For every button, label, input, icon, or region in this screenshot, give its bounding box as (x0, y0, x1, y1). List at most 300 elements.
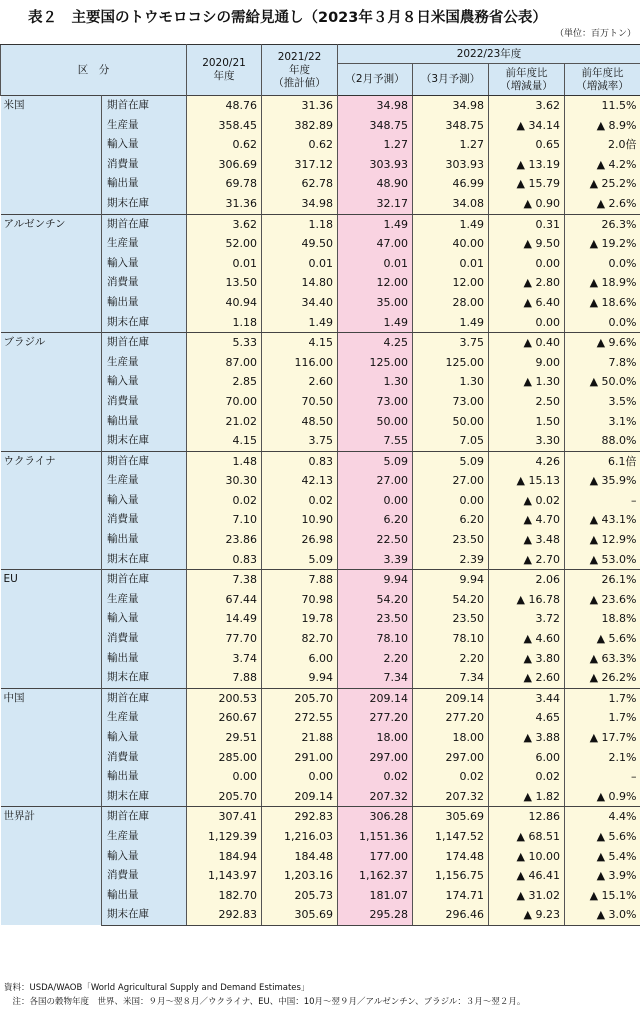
value-mar-forecast: 46.99 (413, 174, 489, 194)
value-mar-forecast: 27.00 (413, 471, 489, 491)
value-2020-21: 69.78 (187, 174, 262, 194)
value-feb-forecast: 177.00 (338, 847, 413, 867)
value-feb-forecast: 297.00 (338, 748, 413, 768)
item-label: 期首在庫 (102, 96, 187, 116)
value-mar-forecast: 297.00 (413, 748, 489, 768)
value-2021-22: 305.69 (262, 905, 338, 925)
item-label: 期首在庫 (102, 688, 187, 708)
value-feb-forecast: 295.28 (338, 905, 413, 925)
value-yoy-change: ▲ 68.51 (489, 827, 565, 847)
country-group (1, 451, 640, 570)
item-label: 輸出量 (102, 767, 187, 787)
value-yoy-rate: 11.5% (565, 96, 640, 116)
value-mar-forecast: 3.75 (413, 333, 489, 353)
value-mar-forecast: 303.93 (413, 155, 489, 175)
value-2021-22: 0.02 (262, 491, 338, 511)
item-label: 輸入量 (102, 254, 187, 274)
item-label: 期末在庫 (102, 787, 187, 807)
item-label: 消費量 (102, 155, 187, 175)
value-yoy-change: 1.50 (489, 412, 565, 432)
value-2020-21: 285.00 (187, 748, 262, 768)
value-2020-21: 31.36 (187, 194, 262, 214)
value-yoy-change: ▲ 13.19 (489, 155, 565, 175)
value-2021-22: 4.15 (262, 333, 338, 353)
value-yoy-rate: 3.5% (565, 392, 640, 412)
value-yoy-rate: ▲ 9.6% (565, 333, 640, 353)
value-2021-22: 317.12 (262, 155, 338, 175)
value-feb-forecast: 18.00 (338, 728, 413, 748)
header-2021-22: 2021/22 年度 （推計値） (262, 45, 338, 96)
item-label: 消費量 (102, 510, 187, 530)
value-2021-22: 21.88 (262, 728, 338, 748)
value-mar-forecast: 296.46 (413, 905, 489, 925)
value-mar-forecast: 1,147.52 (413, 827, 489, 847)
item-label: 生産量 (102, 708, 187, 728)
item-label: 生産量 (102, 234, 187, 254)
value-yoy-change: ▲ 6.40 (489, 293, 565, 313)
value-2021-22: 34.40 (262, 293, 338, 313)
value-feb-forecast: 34.98 (338, 96, 413, 116)
value-yoy-rate: 6.1倍 (565, 451, 640, 471)
item-label: 輸出量 (102, 530, 187, 550)
value-yoy-rate: 26.3% (565, 214, 640, 234)
table-row (1, 96, 640, 116)
value-yoy-rate: ▲ 12.9% (565, 530, 640, 550)
value-feb-forecast: 7.55 (338, 431, 413, 451)
header-region: 区 分 (1, 45, 187, 96)
item-label: 生産量 (102, 353, 187, 373)
value-2021-22: 70.98 (262, 590, 338, 610)
value-mar-forecast: 12.00 (413, 273, 489, 293)
country-label: アルゼンチン (1, 214, 102, 333)
value-feb-forecast: 22.50 (338, 530, 413, 550)
value-mar-forecast: 1.49 (413, 214, 489, 234)
value-yoy-rate: ▲ 8.9% (565, 116, 640, 136)
country-label: ウクライナ (1, 451, 102, 570)
item-label: 生産量 (102, 471, 187, 491)
value-2020-21: 205.70 (187, 787, 262, 807)
value-yoy-rate: ▲ 5.6% (565, 629, 640, 649)
value-mar-forecast: 23.50 (413, 609, 489, 629)
item-label: 生産量 (102, 116, 187, 136)
value-yoy-rate: 7.8% (565, 353, 640, 373)
country-label: ブラジル (1, 333, 102, 452)
item-label: 期末在庫 (102, 668, 187, 688)
country-label: 世界計 (1, 807, 102, 926)
header-mar-forecast: （3月予測） (413, 64, 489, 96)
value-yoy-rate: 1.7% (565, 688, 640, 708)
value-feb-forecast: 306.28 (338, 807, 413, 827)
value-mar-forecast: 2.39 (413, 550, 489, 570)
value-mar-forecast: 1.49 (413, 313, 489, 333)
value-feb-forecast: 1.30 (338, 372, 413, 392)
value-mar-forecast: 207.32 (413, 787, 489, 807)
value-yoy-rate: ▲ 5.4% (565, 847, 640, 867)
value-2020-21: 1,129.39 (187, 827, 262, 847)
value-2021-22: 116.00 (262, 353, 338, 373)
value-2020-21: 13.50 (187, 273, 262, 293)
value-2020-21: 0.02 (187, 491, 262, 511)
value-mar-forecast: 28.00 (413, 293, 489, 313)
value-2021-22: 10.90 (262, 510, 338, 530)
value-2021-22: 14.80 (262, 273, 338, 293)
value-2020-21: 77.70 (187, 629, 262, 649)
header-2020-21: 2020/21 年度 (187, 45, 262, 96)
value-feb-forecast: 32.17 (338, 194, 413, 214)
value-yoy-change: ▲ 4.60 (489, 629, 565, 649)
value-yoy-rate: ▲ 17.7% (565, 728, 640, 748)
country-group (1, 570, 640, 689)
value-mar-forecast: 18.00 (413, 728, 489, 748)
value-yoy-change: ▲ 3.88 (489, 728, 565, 748)
value-yoy-rate: 0.0% (565, 254, 640, 274)
header-yoy-rate: 前年度比 （増減率） (565, 64, 640, 96)
footer-note: 注：各国の穀物年度 世界、米国：９月～翌８月／ウクライナ、EU、中国：10月～翌９月／アルゼンチン、ブラジル：３月～翌２月。 (4, 997, 526, 1007)
value-feb-forecast: 35.00 (338, 293, 413, 313)
value-feb-forecast: 1.49 (338, 313, 413, 333)
value-mar-forecast: 73.00 (413, 392, 489, 412)
value-2020-21: 67.44 (187, 590, 262, 610)
value-mar-forecast: 5.09 (413, 451, 489, 471)
value-2021-22: 1,216.03 (262, 827, 338, 847)
value-yoy-rate: 2.0倍 (565, 135, 640, 155)
value-yoy-change: ▲ 0.90 (489, 194, 565, 214)
value-mar-forecast: 40.00 (413, 234, 489, 254)
value-2021-22: 31.36 (262, 96, 338, 116)
value-2020-21: 3.62 (187, 214, 262, 234)
value-mar-forecast: 7.05 (413, 431, 489, 451)
value-2021-22: 272.55 (262, 708, 338, 728)
value-yoy-rate: ▲ 18.9% (565, 273, 640, 293)
value-2021-22: 209.14 (262, 787, 338, 807)
value-2021-22: 82.70 (262, 629, 338, 649)
item-label: 消費量 (102, 748, 187, 768)
item-label: 期首在庫 (102, 807, 187, 827)
item-label: 輸入量 (102, 847, 187, 867)
value-2020-21: 40.94 (187, 293, 262, 313)
value-feb-forecast: 2.20 (338, 649, 413, 669)
value-mar-forecast: 277.20 (413, 708, 489, 728)
value-2020-21: 307.41 (187, 807, 262, 827)
value-yoy-change: ▲ 10.00 (489, 847, 565, 867)
value-2021-22: 0.62 (262, 135, 338, 155)
value-yoy-rate: ▲ 19.2% (565, 234, 640, 254)
value-feb-forecast: 3.39 (338, 550, 413, 570)
corn-supply-demand-table (0, 44, 640, 926)
value-2020-21: 7.10 (187, 510, 262, 530)
value-feb-forecast: 0.02 (338, 767, 413, 787)
value-2021-22: 184.48 (262, 847, 338, 867)
item-label: 消費量 (102, 392, 187, 412)
value-feb-forecast: 209.14 (338, 688, 413, 708)
value-yoy-rate: ▲ 4.2% (565, 155, 640, 175)
value-2021-22: 3.75 (262, 431, 338, 451)
footer-source: 資料：USDA/WAOB「World Agricultural Supply and Demand Estimates」 (4, 983, 310, 993)
value-mar-forecast: 78.10 (413, 629, 489, 649)
country-group (1, 807, 640, 926)
value-2021-22: 0.00 (262, 767, 338, 787)
item-label: 輸出量 (102, 886, 187, 906)
value-feb-forecast: 303.93 (338, 155, 413, 175)
header-2022-23: 2022/23年度 (338, 45, 640, 64)
value-feb-forecast: 48.90 (338, 174, 413, 194)
value-2020-21: 184.94 (187, 847, 262, 867)
value-yoy-rate: ▲ 50.0% (565, 372, 640, 392)
value-yoy-rate: ▲ 63.3% (565, 649, 640, 669)
value-mar-forecast: 50.00 (413, 412, 489, 432)
table-row (1, 570, 640, 590)
value-yoy-change: 3.30 (489, 431, 565, 451)
value-yoy-rate: ▲ 43.1% (565, 510, 640, 530)
value-2020-21: 7.88 (187, 668, 262, 688)
item-label: 輸入量 (102, 372, 187, 392)
value-mar-forecast: 34.98 (413, 96, 489, 116)
value-2021-22: 48.50 (262, 412, 338, 432)
value-feb-forecast: 5.09 (338, 451, 413, 471)
value-2020-21: 306.69 (187, 155, 262, 175)
value-yoy-rate: ▲ 35.9% (565, 471, 640, 491)
value-yoy-change: 3.72 (489, 609, 565, 629)
value-feb-forecast: 1,162.37 (338, 866, 413, 886)
value-feb-forecast: 78.10 (338, 629, 413, 649)
value-feb-forecast: 73.00 (338, 392, 413, 412)
value-2020-21: 292.83 (187, 905, 262, 925)
value-feb-forecast: 0.00 (338, 491, 413, 511)
value-yoy-change: ▲ 2.60 (489, 668, 565, 688)
value-yoy-rate: ▲ 23.6% (565, 590, 640, 610)
value-yoy-change: ▲ 4.70 (489, 510, 565, 530)
value-yoy-rate: – (565, 767, 640, 787)
value-mar-forecast: 1.30 (413, 372, 489, 392)
item-label: 期末在庫 (102, 194, 187, 214)
value-yoy-change: ▲ 46.41 (489, 866, 565, 886)
value-yoy-change: ▲ 2.70 (489, 550, 565, 570)
value-2020-21: 358.45 (187, 116, 262, 136)
value-2021-22: 382.89 (262, 116, 338, 136)
value-feb-forecast: 6.20 (338, 510, 413, 530)
unit-label: （単位：百万トン） (554, 29, 636, 39)
item-label: 期末在庫 (102, 550, 187, 570)
item-label: 輸入量 (102, 728, 187, 748)
value-yoy-change: 0.31 (489, 214, 565, 234)
item-label: 期首在庫 (102, 214, 187, 234)
value-yoy-rate: 0.0% (565, 313, 640, 333)
value-feb-forecast: 4.25 (338, 333, 413, 353)
value-feb-forecast: 7.34 (338, 668, 413, 688)
value-2021-22: 70.50 (262, 392, 338, 412)
value-feb-forecast: 27.00 (338, 471, 413, 491)
value-2021-22: 62.78 (262, 174, 338, 194)
value-2021-22: 205.70 (262, 688, 338, 708)
value-mar-forecast: 54.20 (413, 590, 489, 610)
table-row (1, 214, 640, 234)
value-yoy-rate: ▲ 15.1% (565, 886, 640, 906)
value-2021-22: 292.83 (262, 807, 338, 827)
value-mar-forecast: 0.01 (413, 254, 489, 274)
value-yoy-rate: ▲ 25.2% (565, 174, 640, 194)
value-yoy-rate: ▲ 3.0% (565, 905, 640, 925)
value-yoy-change: ▲ 31.02 (489, 886, 565, 906)
value-yoy-rate: ▲ 18.6% (565, 293, 640, 313)
value-yoy-rate: ▲ 2.6% (565, 194, 640, 214)
value-yoy-rate: ▲ 5.6% (565, 827, 640, 847)
item-label: 輸入量 (102, 609, 187, 629)
value-yoy-change: 0.00 (489, 313, 565, 333)
value-yoy-change: ▲ 0.02 (489, 491, 565, 511)
value-yoy-rate: ▲ 3.9% (565, 866, 640, 886)
value-yoy-change: 2.06 (489, 570, 565, 590)
value-2020-21: 23.86 (187, 530, 262, 550)
table-row (1, 451, 640, 471)
value-2021-22: 0.01 (262, 254, 338, 274)
value-yoy-change: ▲ 3.80 (489, 649, 565, 669)
value-feb-forecast: 1.49 (338, 214, 413, 234)
country-label: 中国 (1, 688, 102, 807)
value-yoy-change: ▲ 3.48 (489, 530, 565, 550)
value-mar-forecast: 348.75 (413, 116, 489, 136)
item-label: 期首在庫 (102, 570, 187, 590)
value-2021-22: 9.94 (262, 668, 338, 688)
table-row (1, 333, 640, 353)
value-yoy-change: 2.50 (489, 392, 565, 412)
value-yoy-change: 3.44 (489, 688, 565, 708)
value-2021-22: 1.49 (262, 313, 338, 333)
value-2020-21: 5.33 (187, 333, 262, 353)
item-label: 期末在庫 (102, 905, 187, 925)
country-label: EU (1, 570, 102, 689)
table-row (1, 807, 640, 827)
value-feb-forecast: 125.00 (338, 353, 413, 373)
table-title: 表２ 主要国のトウモロコシの需給見通し（2023年３月８日米国農務省公表） (28, 10, 547, 26)
value-yoy-rate: ▲ 53.0% (565, 550, 640, 570)
value-2020-21: 7.38 (187, 570, 262, 590)
value-feb-forecast: 348.75 (338, 116, 413, 136)
value-mar-forecast: 209.14 (413, 688, 489, 708)
value-yoy-rate: 4.4% (565, 807, 640, 827)
item-label: 輸入量 (102, 135, 187, 155)
value-2020-21: 0.00 (187, 767, 262, 787)
value-mar-forecast: 9.94 (413, 570, 489, 590)
value-2021-22: 1.18 (262, 214, 338, 234)
country-label: 米国 (1, 96, 102, 215)
value-yoy-rate: 26.1% (565, 570, 640, 590)
item-label: 期首在庫 (102, 451, 187, 471)
value-yoy-change: 0.02 (489, 767, 565, 787)
value-2020-21: 29.51 (187, 728, 262, 748)
value-2021-22: 1,203.16 (262, 866, 338, 886)
value-2020-21: 260.67 (187, 708, 262, 728)
value-2020-21: 4.15 (187, 431, 262, 451)
value-yoy-change: ▲ 15.79 (489, 174, 565, 194)
value-yoy-change: ▲ 34.14 (489, 116, 565, 136)
value-yoy-rate: ▲ 26.2% (565, 668, 640, 688)
value-yoy-change: 4.65 (489, 708, 565, 728)
value-mar-forecast: 125.00 (413, 353, 489, 373)
value-2020-21: 1.18 (187, 313, 262, 333)
item-label: 生産量 (102, 827, 187, 847)
value-yoy-change: 3.62 (489, 96, 565, 116)
value-feb-forecast: 12.00 (338, 273, 413, 293)
value-feb-forecast: 1.27 (338, 135, 413, 155)
value-2021-22: 7.88 (262, 570, 338, 590)
value-feb-forecast: 47.00 (338, 234, 413, 254)
value-2020-21: 1,143.97 (187, 866, 262, 886)
item-label: 消費量 (102, 629, 187, 649)
value-2021-22: 26.98 (262, 530, 338, 550)
value-mar-forecast: 0.02 (413, 767, 489, 787)
value-mar-forecast: 6.20 (413, 510, 489, 530)
value-feb-forecast: 0.01 (338, 254, 413, 274)
value-yoy-rate: 88.0% (565, 431, 640, 451)
value-2021-22: 5.09 (262, 550, 338, 570)
value-yoy-change: ▲ 15.13 (489, 471, 565, 491)
item-label: 輸出量 (102, 412, 187, 432)
item-label: 輸出量 (102, 293, 187, 313)
value-2020-21: 21.02 (187, 412, 262, 432)
value-2021-22: 19.78 (262, 609, 338, 629)
value-2020-21: 70.00 (187, 392, 262, 412)
value-yoy-rate: 2.1% (565, 748, 640, 768)
value-mar-forecast: 34.08 (413, 194, 489, 214)
value-2020-21: 52.00 (187, 234, 262, 254)
item-label: 期末在庫 (102, 313, 187, 333)
value-mar-forecast: 1.27 (413, 135, 489, 155)
value-yoy-change: ▲ 16.78 (489, 590, 565, 610)
item-label: 消費量 (102, 866, 187, 886)
value-2020-21: 2.85 (187, 372, 262, 392)
value-2021-22: 0.83 (262, 451, 338, 471)
item-label: 輸出量 (102, 649, 187, 669)
value-yoy-change: 0.00 (489, 254, 565, 274)
value-2021-22: 291.00 (262, 748, 338, 768)
value-2020-21: 1.48 (187, 451, 262, 471)
value-yoy-change: 4.26 (489, 451, 565, 471)
value-mar-forecast: 7.34 (413, 668, 489, 688)
value-mar-forecast: 174.71 (413, 886, 489, 906)
header-yoy-change: 前年度比 （増減量） (489, 64, 565, 96)
country-group (1, 333, 640, 452)
value-mar-forecast: 23.50 (413, 530, 489, 550)
value-2020-21: 30.30 (187, 471, 262, 491)
value-2020-21: 3.74 (187, 649, 262, 669)
value-yoy-rate: ▲ 0.9% (565, 787, 640, 807)
table-row (1, 688, 640, 708)
value-feb-forecast: 207.32 (338, 787, 413, 807)
item-label: 輸出量 (102, 174, 187, 194)
value-2021-22: 2.60 (262, 372, 338, 392)
value-yoy-rate: 1.7% (565, 708, 640, 728)
value-feb-forecast: 1,151.36 (338, 827, 413, 847)
value-2020-21: 14.49 (187, 609, 262, 629)
value-yoy-rate: 3.1% (565, 412, 640, 432)
value-mar-forecast: 1,156.75 (413, 866, 489, 886)
value-mar-forecast: 2.20 (413, 649, 489, 669)
header-feb-forecast: （2月予測） (338, 64, 413, 96)
value-yoy-change: 9.00 (489, 353, 565, 373)
value-mar-forecast: 174.48 (413, 847, 489, 867)
value-yoy-change: 12.86 (489, 807, 565, 827)
value-2020-21: 0.01 (187, 254, 262, 274)
value-yoy-change: 0.65 (489, 135, 565, 155)
item-label: 期首在庫 (102, 333, 187, 353)
value-yoy-rate: – (565, 491, 640, 511)
country-group (1, 96, 640, 215)
value-feb-forecast: 277.20 (338, 708, 413, 728)
value-yoy-change: ▲ 9.50 (489, 234, 565, 254)
value-yoy-rate: 18.8% (565, 609, 640, 629)
value-yoy-change: ▲ 0.40 (489, 333, 565, 353)
value-2021-22: 205.73 (262, 886, 338, 906)
